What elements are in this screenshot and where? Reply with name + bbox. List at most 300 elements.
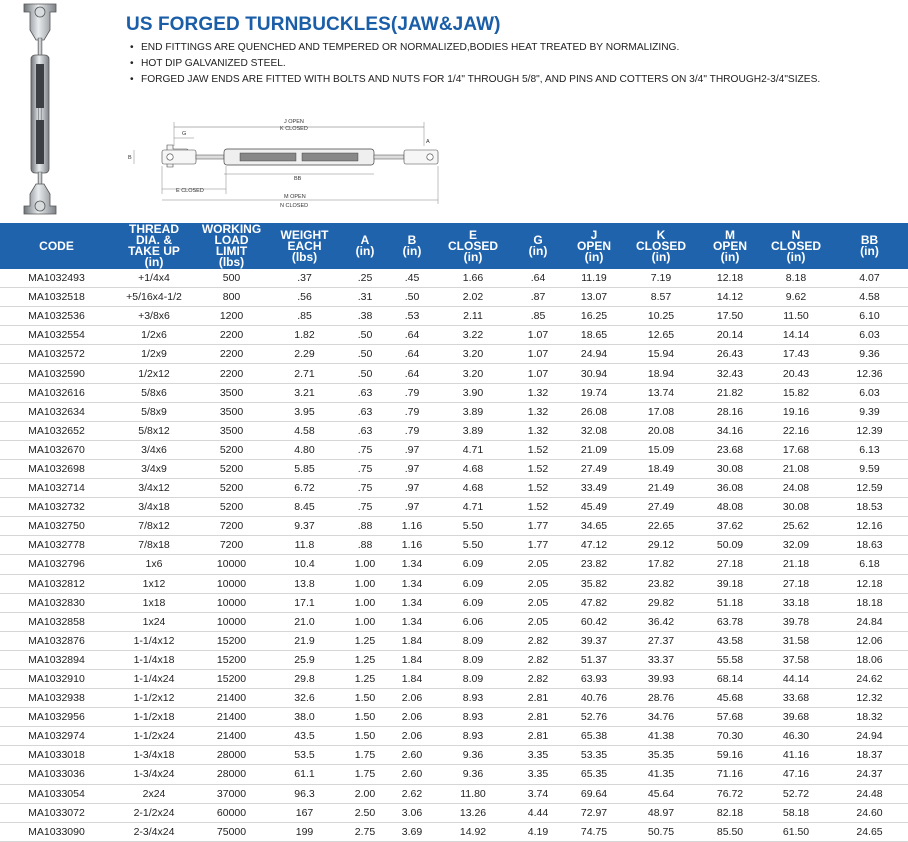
label-b: B	[128, 155, 132, 161]
table-cell: 39.78	[761, 612, 831, 631]
table-cell: 17.43	[761, 345, 831, 364]
table-cell: 13.26	[435, 803, 511, 822]
table-cell: 10.25	[623, 307, 699, 326]
table-cell: 26.43	[699, 345, 761, 364]
product-code-cell: MA1032634	[0, 402, 113, 421]
table-cell: 1.00	[341, 593, 389, 612]
table-cell: 61.1	[268, 765, 341, 784]
table-cell: 27.37	[623, 631, 699, 650]
table-cell: 1.52	[511, 459, 565, 478]
table-cell: 2.29	[268, 345, 341, 364]
table-cell: +1/4x4	[113, 269, 195, 288]
table-cell: 1/2x6	[113, 326, 195, 345]
table-cell: 46.30	[761, 727, 831, 746]
table-cell: 1.82	[268, 326, 341, 345]
table-cell: 19.16	[761, 402, 831, 421]
table-cell: 65.35	[565, 765, 623, 784]
table-cell: 17.82	[623, 555, 699, 574]
product-code-cell: MA1032572	[0, 345, 113, 364]
table-cell: .63	[341, 383, 389, 402]
table-cell: 39.93	[623, 669, 699, 688]
table-cell: 800	[195, 288, 268, 307]
table-cell: 1.75	[341, 746, 389, 765]
table-cell: 40.76	[565, 689, 623, 708]
label-bb: BB	[294, 176, 302, 182]
table-cell: 24.48	[831, 784, 908, 803]
column-header-line: OPEN	[576, 238, 611, 253]
product-code-cell: MA1033018	[0, 746, 113, 765]
table-cell: 7200	[195, 517, 268, 536]
column-header-line: (lbs)	[218, 255, 245, 269]
column-header	[699, 223, 761, 269]
table-cell: 6.09	[435, 593, 511, 612]
bullet-glyph: •	[130, 74, 134, 85]
table-cell: 1.16	[389, 536, 435, 555]
table-cell: 1.77	[511, 536, 565, 555]
table-cell: 1.34	[389, 593, 435, 612]
table-cell: 32.09	[761, 536, 831, 555]
table-row	[0, 383, 908, 402]
table-cell: 37.62	[699, 517, 761, 536]
table-cell: .31	[341, 288, 389, 307]
table-cell: 1.00	[341, 612, 389, 631]
product-code-cell: MA1032670	[0, 440, 113, 459]
column-header-line: G	[533, 233, 543, 247]
table-row	[0, 288, 908, 307]
table-cell: 27.18	[699, 555, 761, 574]
table-cell: 12.32	[831, 689, 908, 708]
column-header-line: (lbs)	[291, 249, 318, 264]
table-cell: 1.52	[511, 479, 565, 498]
product-code-cell: MA1033054	[0, 784, 113, 803]
label-a: A	[426, 139, 430, 145]
table-cell: 26.08	[565, 402, 623, 421]
table-cell: 51.18	[699, 593, 761, 612]
table-cell: 34.76	[623, 708, 699, 727]
table-cell: 21.08	[761, 459, 831, 478]
table-cell: .25	[341, 269, 389, 288]
table-cell: 63.93	[565, 669, 623, 688]
column-header	[268, 223, 341, 269]
product-code-cell: MA1032876	[0, 631, 113, 650]
table-cell: 48.08	[699, 498, 761, 517]
table-cell: 6.03	[831, 383, 908, 402]
table-cell: 13.8	[268, 574, 341, 593]
column-header-line: LIMIT	[215, 244, 248, 258]
table-cell: 6.06	[435, 612, 511, 631]
table-cell: 1.34	[389, 574, 435, 593]
table-cell: .53	[389, 307, 435, 326]
table-cell: 82.18	[699, 803, 761, 822]
table-row	[0, 574, 908, 593]
table-cell: 29.8	[268, 669, 341, 688]
table-cell: 29.82	[623, 593, 699, 612]
table-cell: 5200	[195, 440, 268, 459]
table-cell: 51.37	[565, 650, 623, 669]
table-cell: +3/8x6	[113, 307, 195, 326]
table-cell: 76.72	[699, 784, 761, 803]
table-cell: 27.49	[565, 459, 623, 478]
product-code-cell: MA1032910	[0, 669, 113, 688]
bullet-glyph: •	[130, 58, 134, 69]
label-m-open: M OPEN	[284, 194, 306, 200]
table-cell: 24.94	[565, 345, 623, 364]
product-code-cell: MA1033036	[0, 765, 113, 784]
column-header-line: OPEN	[712, 238, 747, 253]
product-code-cell: MA1032894	[0, 650, 113, 669]
table-cell: 24.62	[831, 669, 908, 688]
table-cell: 74.75	[565, 822, 623, 841]
table-cell: 3/4x9	[113, 459, 195, 478]
table-cell: 5.85	[268, 459, 341, 478]
table-cell: 2200	[195, 364, 268, 383]
table-cell: 3/4x6	[113, 440, 195, 459]
table-cell: 32.43	[699, 364, 761, 383]
table-cell: .97	[389, 459, 435, 478]
table-cell: 2.05	[511, 555, 565, 574]
table-row	[0, 307, 908, 326]
table-cell: 48.97	[623, 803, 699, 822]
table-cell: 8.93	[435, 727, 511, 746]
table-cell: 3.35	[511, 746, 565, 765]
table-cell: 4.58	[831, 288, 908, 307]
table-cell: 1-1/4x18	[113, 650, 195, 669]
table-cell: 47.12	[565, 536, 623, 555]
table-cell: 1.07	[511, 326, 565, 345]
table-cell: 2.06	[389, 727, 435, 746]
table-cell: 15200	[195, 669, 268, 688]
product-code-cell: MA1032858	[0, 612, 113, 631]
column-header	[113, 223, 195, 269]
table-cell: .79	[389, 383, 435, 402]
table-cell: 22.16	[761, 421, 831, 440]
table-cell: 21.0	[268, 612, 341, 631]
table-cell: 1.07	[511, 364, 565, 383]
table-cell: 21.09	[565, 440, 623, 459]
table-cell: 3.06	[389, 803, 435, 822]
table-cell: 1/2x12	[113, 364, 195, 383]
table-cell: 2.82	[511, 669, 565, 688]
table-cell: 18.49	[623, 459, 699, 478]
table-cell: .56	[268, 288, 341, 307]
table-cell: 35.35	[623, 746, 699, 765]
table-cell: 2200	[195, 345, 268, 364]
table-row	[0, 440, 908, 459]
table-cell: 7.19	[623, 269, 699, 288]
table-cell: 167	[268, 803, 341, 822]
table-cell: 3/4x18	[113, 498, 195, 517]
table-cell: 3.95	[268, 402, 341, 421]
table-cell: 12.06	[831, 631, 908, 650]
column-header	[341, 223, 389, 269]
table-row	[0, 326, 908, 345]
table-cell: 8.09	[435, 631, 511, 650]
table-cell: 23.82	[623, 574, 699, 593]
feature-item	[130, 56, 820, 72]
table-cell: 4.07	[831, 269, 908, 288]
table-cell: 15200	[195, 650, 268, 669]
table-cell: .63	[341, 402, 389, 421]
table-cell: 24.37	[831, 765, 908, 784]
column-header	[761, 223, 831, 269]
table-cell: 19.74	[565, 383, 623, 402]
table-cell: 2.75	[341, 822, 389, 841]
table-cell: 1.25	[341, 669, 389, 688]
table-cell: 8.09	[435, 650, 511, 669]
table-cell: 1.84	[389, 650, 435, 669]
table-cell: 1.52	[511, 440, 565, 459]
table-cell: 18.32	[831, 708, 908, 727]
table-cell: 199	[268, 822, 341, 841]
table-cell: 1/2x9	[113, 345, 195, 364]
table-cell: 33.37	[623, 650, 699, 669]
table-cell: 4.80	[268, 440, 341, 459]
table-cell: .50	[341, 345, 389, 364]
header-row	[0, 223, 908, 269]
table-cell: .97	[389, 479, 435, 498]
product-code-cell: MA1033090	[0, 822, 113, 841]
table-cell: 45.68	[699, 689, 761, 708]
column-header	[831, 223, 908, 269]
table-cell: 1-3/4x18	[113, 746, 195, 765]
product-code-cell: MA1032616	[0, 383, 113, 402]
table-cell: 72.97	[565, 803, 623, 822]
table-row	[0, 459, 908, 478]
table-cell: 1.52	[511, 498, 565, 517]
table-row	[0, 555, 908, 574]
table-cell: 18.53	[831, 498, 908, 517]
table-cell: 28000	[195, 765, 268, 784]
table-cell: 1.84	[389, 669, 435, 688]
table-cell: 2.11	[435, 307, 511, 326]
table-cell: 2.62	[389, 784, 435, 803]
column-header-line: (in)	[651, 249, 671, 264]
table-row	[0, 803, 908, 822]
table-cell: 18.18	[831, 593, 908, 612]
table-row	[0, 765, 908, 784]
table-cell: 3.89	[435, 402, 511, 421]
table-cell: 10000	[195, 555, 268, 574]
column-header-line: (in)	[355, 244, 375, 258]
table-cell: 24.65	[831, 822, 908, 841]
table-cell: 50.09	[699, 536, 761, 555]
table-cell: 15.94	[623, 345, 699, 364]
table-cell: 23.68	[699, 440, 761, 459]
table-cell: 11.8	[268, 536, 341, 555]
table-cell: 33.68	[761, 689, 831, 708]
table-cell: 68.14	[699, 669, 761, 688]
column-header-line: (in)	[463, 249, 483, 264]
table-cell: 61.50	[761, 822, 831, 841]
table-cell: 17.08	[623, 402, 699, 421]
table-cell: 21.49	[623, 479, 699, 498]
table-cell: 10000	[195, 593, 268, 612]
table-row	[0, 708, 908, 727]
table-cell: 9.37	[268, 517, 341, 536]
table-cell: 39.37	[565, 631, 623, 650]
table-cell: 5.50	[435, 517, 511, 536]
table-cell: 15.82	[761, 383, 831, 402]
table-cell: 52.76	[565, 708, 623, 727]
column-header	[195, 223, 268, 269]
table-cell: .88	[341, 517, 389, 536]
table-row	[0, 727, 908, 746]
table-cell: 63.78	[699, 612, 761, 631]
table-cell: 2.60	[389, 746, 435, 765]
table-cell: 20.08	[623, 421, 699, 440]
product-code-cell: MA1032732	[0, 498, 113, 517]
table-cell: 10000	[195, 574, 268, 593]
product-code-cell: MA1032830	[0, 593, 113, 612]
table-cell: 13.74	[623, 383, 699, 402]
table-cell: 7200	[195, 536, 268, 555]
table-cell: 17.50	[699, 307, 761, 326]
table-cell: 3.74	[511, 784, 565, 803]
table-cell: .85	[511, 307, 565, 326]
table-row	[0, 631, 908, 650]
label-j-open: J OPEN	[284, 119, 304, 125]
column-header-line: K	[656, 227, 666, 242]
table-cell: 2.81	[511, 727, 565, 746]
table-cell: .64	[511, 269, 565, 288]
table-cell: .50	[341, 326, 389, 345]
column-header-line: (in)	[402, 244, 422, 258]
table-cell: 45.64	[623, 784, 699, 803]
table-cell: 1.50	[341, 708, 389, 727]
column-header-line: WEIGHT	[280, 227, 329, 242]
table-cell: 6.13	[831, 440, 908, 459]
table-cell: 47.16	[761, 765, 831, 784]
table-cell: 1x18	[113, 593, 195, 612]
table-cell: 1.00	[341, 574, 389, 593]
product-code-cell: MA1032590	[0, 364, 113, 383]
table-cell: 45.49	[565, 498, 623, 517]
table-cell: 53.5	[268, 746, 341, 765]
table-cell: 33.18	[761, 593, 831, 612]
product-code-cell: MA1032536	[0, 307, 113, 326]
table-cell: 20.43	[761, 364, 831, 383]
table-cell: 1.66	[435, 269, 511, 288]
table-cell: 36.42	[623, 612, 699, 631]
table-cell: .50	[341, 364, 389, 383]
table-cell: 8.45	[268, 498, 341, 517]
table-cell: 14.92	[435, 822, 511, 841]
column-header	[511, 223, 565, 269]
table-cell: 31.58	[761, 631, 831, 650]
column-header	[389, 223, 435, 269]
table-cell: 8.09	[435, 669, 511, 688]
column-header-line: E	[468, 227, 477, 242]
table-cell: 52.72	[761, 784, 831, 803]
product-code-cell: MA1032974	[0, 727, 113, 746]
table-cell: 57.68	[699, 708, 761, 727]
table-cell: 23.82	[565, 555, 623, 574]
table-cell: 41.38	[623, 727, 699, 746]
table-cell: 37.58	[761, 650, 831, 669]
table-cell: 50.75	[623, 822, 699, 841]
table-cell: 47.82	[565, 593, 623, 612]
column-header-line: EACH	[287, 238, 322, 253]
table-cell: 1-1/2x12	[113, 689, 195, 708]
column-header-line: (in)	[528, 244, 548, 258]
table-cell: 21.82	[699, 383, 761, 402]
table-row	[0, 746, 908, 765]
table-cell: .97	[389, 440, 435, 459]
product-code-cell: MA1032554	[0, 326, 113, 345]
table-cell: 3.21	[268, 383, 341, 402]
label-g: G	[182, 131, 187, 137]
feature-item	[130, 40, 820, 56]
feature-text: HOT DIP GALVANIZED STEEL.	[141, 58, 286, 69]
table-cell: 55.58	[699, 650, 761, 669]
table-cell: 1.34	[389, 612, 435, 631]
table-cell: 25.62	[761, 517, 831, 536]
table-cell: 38.0	[268, 708, 341, 727]
table-cell: 4.71	[435, 440, 511, 459]
table-cell: 1.00	[341, 555, 389, 574]
table-cell: 43.5	[268, 727, 341, 746]
table-cell: 3.20	[435, 345, 511, 364]
table-cell: 4.68	[435, 459, 511, 478]
product-code-cell: MA1032750	[0, 517, 113, 536]
table-cell: 6.09	[435, 574, 511, 593]
table-cell: 2.50	[341, 803, 389, 822]
table-cell: 21.9	[268, 631, 341, 650]
table-cell: 3/4x12	[113, 479, 195, 498]
column-header-line: (in)	[144, 255, 164, 269]
table-cell: 21400	[195, 708, 268, 727]
column-header-line: CODE	[39, 238, 74, 253]
table-cell: 1-1/2x18	[113, 708, 195, 727]
table-cell: 12.59	[831, 479, 908, 498]
table-cell: 24.60	[831, 803, 908, 822]
table-cell: 8.18	[761, 269, 831, 288]
table-cell: 17.1	[268, 593, 341, 612]
spec-table	[0, 223, 908, 842]
table-cell: 1x12	[113, 574, 195, 593]
table-cell: 21400	[195, 689, 268, 708]
table-cell: 8.93	[435, 708, 511, 727]
product-code-cell: MA1032698	[0, 459, 113, 478]
product-code-cell: MA1032812	[0, 574, 113, 593]
table-cell: 1.32	[511, 421, 565, 440]
table-cell: 58.18	[761, 803, 831, 822]
column-header-line: J	[590, 227, 598, 242]
table-cell: 65.38	[565, 727, 623, 746]
table-cell: 2.81	[511, 689, 565, 708]
table-cell: 6.18	[831, 555, 908, 574]
table-cell: .75	[341, 459, 389, 478]
table-cell: 75000	[195, 822, 268, 841]
column-header-line: (in)	[720, 249, 740, 264]
table-cell: 2.06	[389, 708, 435, 727]
table-cell: 29.12	[623, 536, 699, 555]
table-row	[0, 650, 908, 669]
table-cell: 4.19	[511, 822, 565, 841]
table-cell: 1x24	[113, 612, 195, 631]
table-cell: 41.35	[623, 765, 699, 784]
table-cell: 36.08	[699, 479, 761, 498]
table-cell: 30.08	[699, 459, 761, 478]
table-cell: 28000	[195, 746, 268, 765]
table-cell: 18.94	[623, 364, 699, 383]
column-header	[435, 223, 511, 269]
table-row	[0, 517, 908, 536]
product-code-cell: MA1032714	[0, 479, 113, 498]
table-cell: 6.09	[435, 555, 511, 574]
table-row	[0, 669, 908, 688]
table-row	[0, 784, 908, 803]
